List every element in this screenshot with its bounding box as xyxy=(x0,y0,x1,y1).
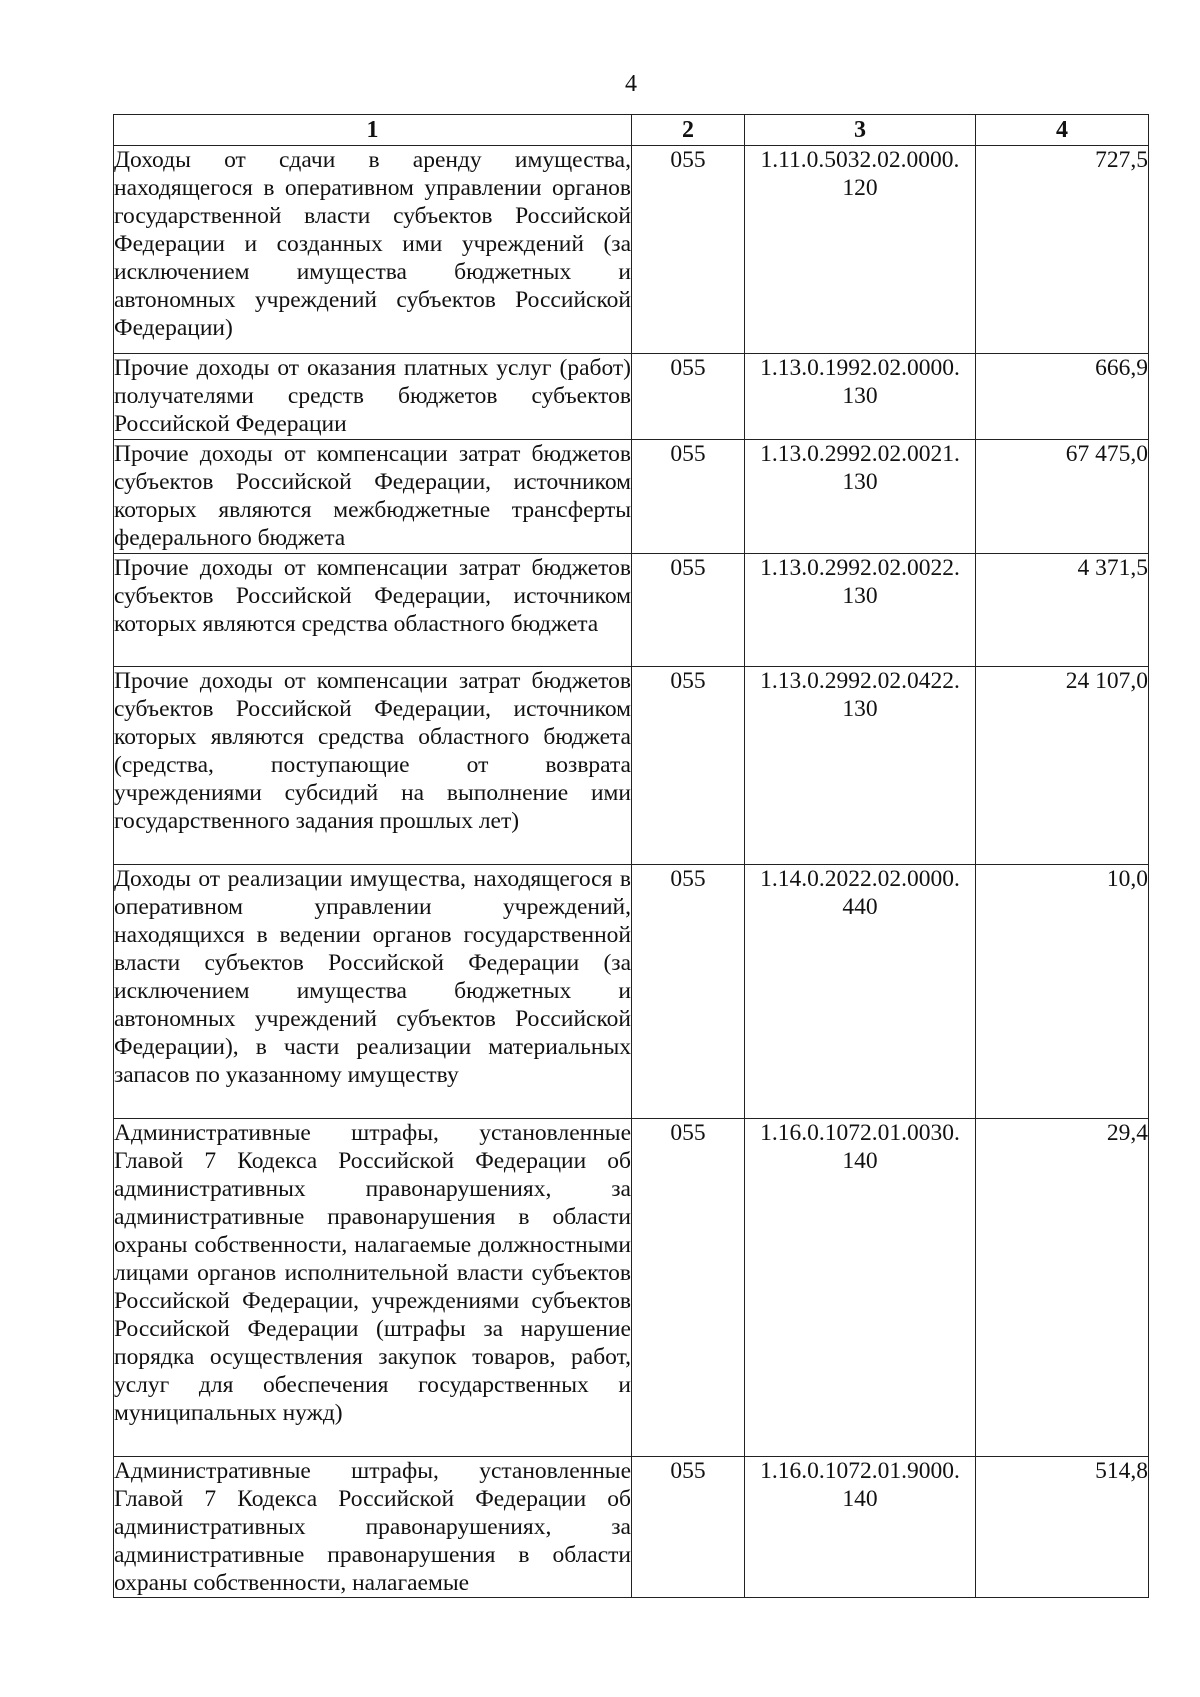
row-description: Прочие доходы от компенсации затрат бюджетов субъектов Российской Федерации, источником которых являются межбюджетные трансферты федерального бюджета xyxy=(114,440,632,554)
row-amount-cell xyxy=(976,667,1149,865)
kbk-code-line2: 130 xyxy=(842,383,878,409)
row-kbk-code xyxy=(745,146,976,354)
kbk-code-line2: 140 xyxy=(842,1486,878,1512)
header-col-1: 1 xyxy=(114,115,632,146)
kbk-code-line2: 440 xyxy=(842,894,878,920)
row-kbk-code xyxy=(745,1457,976,1598)
kbk-code-line1: 1.13.0.1992.02.0000. xyxy=(760,355,960,381)
kbk-code-line1: 1.11.0.5032.02.0000. xyxy=(760,147,960,173)
kbk-code-line1: 1.13.0.2992.02.0021. xyxy=(760,441,960,467)
table-header xyxy=(114,115,1149,146)
row-amount: 29,4 xyxy=(1106,1120,1148,1146)
row-amount: 4 371,5 xyxy=(1077,555,1148,581)
kbk-code-line1: 1.14.0.2022.02.0000. xyxy=(760,866,960,892)
row-admin-code: 055 xyxy=(632,1119,745,1457)
kbk-code-line2: 120 xyxy=(842,175,878,201)
row-amount-cell xyxy=(976,1457,1149,1598)
row-amount: 10,0 xyxy=(1106,866,1148,892)
row-admin-code: 055 xyxy=(632,865,745,1119)
kbk-code-line1: 1.16.0.1072.01.0030. xyxy=(760,1120,960,1146)
row-kbk-code xyxy=(745,440,976,554)
row-amount-cell xyxy=(976,554,1149,667)
row-amount: 666,9 xyxy=(1095,355,1148,381)
table-body xyxy=(114,146,1149,1598)
row-admin-code: 055 xyxy=(632,146,745,354)
table-row xyxy=(114,667,1149,865)
table-row xyxy=(114,865,1149,1119)
row-description: Прочие доходы от оказания платных услуг (работ) получателями средств бюджетов субъектов Российской Федерации xyxy=(114,354,632,440)
kbk-code-line2: 140 xyxy=(842,1148,878,1174)
table-row xyxy=(114,440,1149,554)
table-row xyxy=(114,1457,1149,1598)
header-row xyxy=(114,115,1149,146)
row-amount: 67 475,0 xyxy=(1065,441,1148,467)
row-amount: 24 107,0 xyxy=(1065,668,1148,694)
table-row xyxy=(114,146,1149,354)
row-kbk-code xyxy=(745,1119,976,1457)
kbk-code-line2: 130 xyxy=(842,696,878,722)
row-amount-cell xyxy=(976,146,1149,354)
kbk-code-line1: 1.16.0.1072.01.9000. xyxy=(760,1458,960,1484)
row-amount: 514,8 xyxy=(1095,1458,1148,1484)
kbk-code-line1: 1.13.0.2992.02.0022. xyxy=(760,555,960,581)
table-row xyxy=(114,1119,1149,1457)
kbk-code-line2: 130 xyxy=(842,469,878,495)
row-admin-code: 055 xyxy=(632,1457,745,1598)
row-description: Прочие доходы от компенсации затрат бюджетов субъектов Российской Федерации, источником которых являются средства областного бюджета (средства, поступающие от возврата учреждениями субсидий на выполнение ими государственного задания прошлых лет) xyxy=(114,667,632,865)
row-amount-cell xyxy=(976,354,1149,440)
page-number: 4 xyxy=(625,71,637,97)
table-row xyxy=(114,554,1149,667)
header-col-2: 2 xyxy=(632,115,745,146)
row-description: Доходы от реализации имущества, находящегося в оперативном управлении учреждений, находящихся в ведении органов государственной власти субъектов Российской Федерации (за исключением имущества бюджетных и автономных учреждений субъектов Российской Федерации), в части реализации материальных запасов по указанному имуществу xyxy=(114,865,632,1119)
kbk-code-line2: 130 xyxy=(842,583,878,609)
kbk-code-line1: 1.13.0.2992.02.0422. xyxy=(760,668,960,694)
table-row xyxy=(114,354,1149,440)
row-amount: 727,5 xyxy=(1095,147,1148,173)
row-kbk-code xyxy=(745,354,976,440)
header-col-4: 4 xyxy=(976,115,1149,146)
row-admin-code: 055 xyxy=(632,554,745,667)
row-admin-code: 055 xyxy=(632,440,745,554)
row-description: Доходы от сдачи в аренду имущества, находящегося в оперативном управлении органов государственной власти субъектов Российской Федерации и созданных ими учреждений (за исключением имущества бюджетных и автономных учреждений субъектов Российской Федерации) xyxy=(114,146,632,354)
row-amount-cell xyxy=(976,865,1149,1119)
row-kbk-code xyxy=(745,554,976,667)
row-amount-cell xyxy=(976,440,1149,554)
header-col-3: 3 xyxy=(745,115,976,146)
row-description: Прочие доходы от компенсации затрат бюджетов субъектов Российской Федерации, источником которых являются средства областного бюджета xyxy=(114,554,632,667)
row-kbk-code xyxy=(745,865,976,1119)
row-amount-cell xyxy=(976,1119,1149,1457)
row-description: Административные штрафы, установленные Главой 7 Кодекса Российской Федерации об административных правонарушениях, за административные правонарушения в области охраны собственности, налагаемые xyxy=(114,1458,631,1596)
row-description: Административные штрафы, установленные Главой 7 Кодекса Российской Федерации об административных правонарушениях, за административные правонарушения в области охраны собственности, налагаемые должностными лицами органов исполнительной власти субъектов Российской Федерации, учреждениями субъектов Российской Федерации (штрафы за нарушение порядка осуществления закупок товаров, работ, услуг для обеспечения государственных и муниципальных нужд) xyxy=(114,1119,632,1457)
row-kbk-code xyxy=(745,667,976,865)
row-admin-code: 055 xyxy=(632,667,745,865)
revenue-table xyxy=(113,114,1149,1598)
row-admin-code: 055 xyxy=(632,354,745,440)
